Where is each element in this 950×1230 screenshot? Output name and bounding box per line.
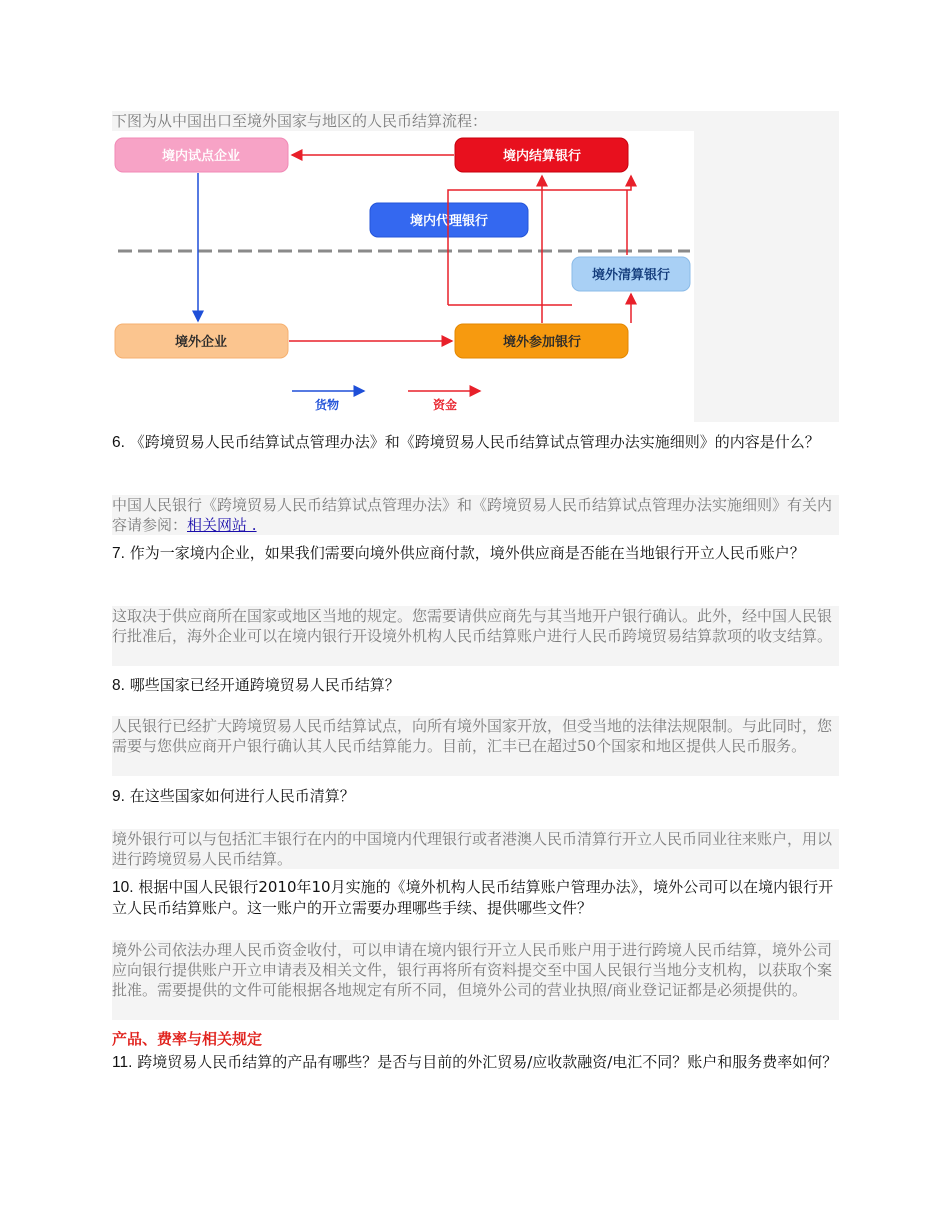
svg-text:境外清算银行: 境外清算银行 bbox=[591, 268, 671, 283]
svg-text:境外企业: 境外企业 bbox=[174, 335, 228, 350]
node-domestic-enterprise bbox=[115, 138, 288, 172]
answer-6: 中国人民银行《跨境贸易人民币结算试点管理办法》和《跨境贸易人民币结算试点管理办法实施细则》有关内容请参阅：相关网站 . bbox=[112, 495, 839, 535]
related-website-link[interactable]: 相关网站 . bbox=[187, 516, 257, 534]
svg-text:资金: 资金 bbox=[432, 398, 458, 412]
node-domestic-agent-bank bbox=[370, 203, 528, 237]
svg-text:境外参加银行: 境外参加银行 bbox=[502, 335, 582, 350]
node-overseas-participating-bank bbox=[455, 324, 628, 358]
answer-9: 境外银行可以与包括汇丰银行在内的中国境内代理银行或者港澳人民币清算行开立人民币同业往来账户，用以进行跨境贸易人民币结算。 bbox=[112, 829, 839, 869]
answer-8: 人民银行已经扩大跨境贸易人民币结算试点，向所有境外国家开放，但受当地的法律法规限制。与此同时，您需要与您供应商开户银行确认其人民币结算能力。目前，汇丰已在超过50个国家和地区提供人民币服务。 bbox=[112, 716, 839, 776]
section-heading-products: 产品、费率与相关规定 bbox=[112, 1030, 263, 1048]
question-8: 8. 哪些国家已经开通跨境贸易人民币结算？ bbox=[112, 676, 400, 694]
svg-text:境内结算银行: 境内结算银行 bbox=[502, 149, 582, 164]
svg-text:货物: 货物 bbox=[314, 398, 340, 412]
intro-text: 下图为从中国出口至境外国家与地区的人民币结算流程： bbox=[112, 111, 839, 131]
svg-text:境内试点企业: 境内试点企业 bbox=[161, 149, 241, 164]
question-6: 6. 《跨境贸易人民币结算试点管理办法》和《跨境贸易人民币结算试点管理办法实施细则》的内容是什么？ bbox=[112, 433, 820, 451]
answer-7: 这取决于供应商所在国家或地区当地的规定。您需要请供应商先与其当地开户银行确认。此外，经中国人民银行批准后，海外企业可以在境内银行开设境外机构人民币结算账户进行人民币跨境贸易结算款项的收支结算。 bbox=[112, 606, 839, 666]
rmb-settlement-flow-diagram bbox=[112, 131, 839, 422]
node-overseas-enterprise bbox=[115, 324, 288, 358]
question-9: 9. 在这些国家如何进行人民币清算？ bbox=[112, 787, 355, 805]
svg-text:境内代理银行: 境内代理银行 bbox=[409, 214, 489, 229]
question-10: 10. 根据中国人民银行2010年10月实施的《境外机构人民币结算账户管理办法》，境外公司可以在境内银行开立人民币结算账户。这一账户的开立需要办理哪些手续、提供哪些文件？ bbox=[112, 878, 834, 917]
node-domestic-settlement-bank bbox=[455, 138, 628, 172]
answer-10: 境外公司依法办理人民币资金收付，可以申请在境内银行开立人民币账户用于进行跨境人民币结算，境外公司应向银行提供账户开立申请表及相关文件，银行再将所有资料提交至中国人民银行当地分支机构，以获取个案批准。需要提供的文件可能根据各地规定有所不同，但境外公司的营业执照/商业登记证都是必须提供的。 bbox=[112, 940, 839, 1020]
question-11: 11. 跨境贸易人民币结算的产品有哪些？是否与目前的外汇贸易/应收款融资/电汇不同？账户和服务费率如何？ bbox=[112, 1053, 838, 1071]
node-overseas-clearing-bank bbox=[572, 257, 690, 291]
question-7: 7. 作为一家境内企业，如果我们需要向境外供应商付款，境外供应商是否能在当地银行开立人民币账户？ bbox=[112, 544, 805, 562]
